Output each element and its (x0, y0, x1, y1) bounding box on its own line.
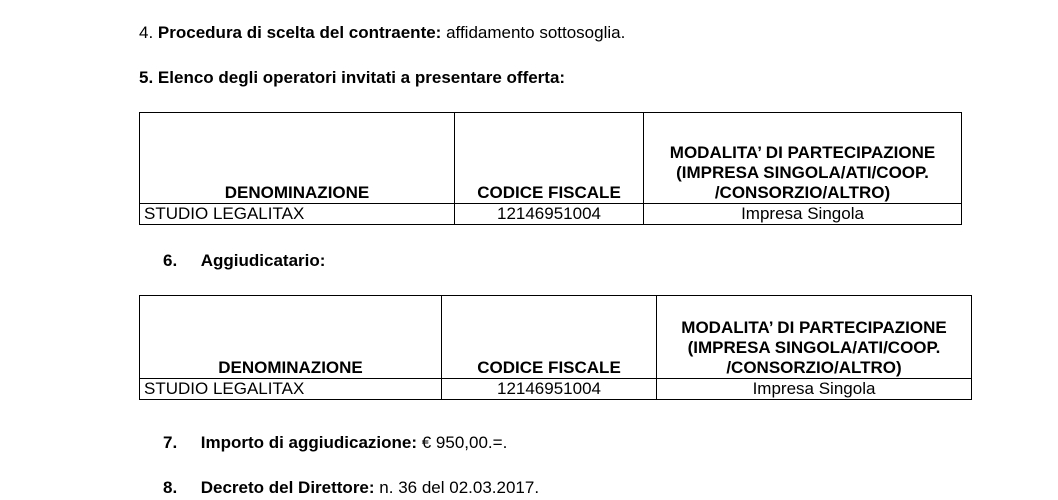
header-modalita: MODALITA’ DI PARTECIPAZIONE (IMPRESA SINGOLA/ATI/COOP. /CONSORZIO/ALTRO) (644, 113, 962, 204)
cell-modalita: Impresa Singola (644, 204, 962, 225)
cell-denominazione: STUDIO LEGALITAX (140, 379, 442, 400)
header-codice-fiscale: CODICE FISCALE (442, 296, 657, 379)
item-6-label: Aggiudicatario: (200, 251, 326, 270)
winner-table (139, 295, 972, 400)
item-7-number: 7. (163, 433, 178, 452)
header-codice-fiscale: CODICE FISCALE (455, 113, 644, 204)
header-denominazione: DENOMINAZIONE (140, 113, 455, 204)
table-header-row (140, 296, 972, 379)
item-5-label: Elenco degli operatori invitati a presentare offerta: (157, 68, 566, 87)
item-4 (139, 23, 625, 43)
table-row (140, 379, 972, 400)
item-6 (163, 251, 325, 271)
header-denominazione: DENOMINAZIONE (140, 296, 442, 379)
item-8-label: Decreto del Direttore: (200, 478, 375, 497)
item-4-label: Procedura di scelta del contraente: (157, 23, 442, 42)
item-8-value: n. 36 del 02.03.2017. (379, 478, 540, 497)
cell-codice-fiscale: 12146951004 (455, 204, 644, 225)
item-7-value: € 950,00.=. (421, 433, 508, 452)
item-4-value: affidamento sottosoglia. (446, 23, 626, 42)
item-7-label: Importo di aggiudicazione: (200, 433, 418, 452)
cell-denominazione: STUDIO LEGALITAX (140, 204, 455, 225)
header-modalita: MODALITA’ DI PARTECIPAZIONE (IMPRESA SINGOLA/ATI/COOP. /CONSORZIO/ALTRO) (657, 296, 972, 379)
table-row (140, 204, 962, 225)
item-4-number: 4. (139, 23, 154, 42)
item-8 (163, 478, 539, 498)
item-7 (163, 433, 507, 453)
item-5 (139, 68, 565, 88)
item-6-number: 6. (163, 251, 178, 270)
cell-modalita: Impresa Singola (657, 379, 972, 400)
cell-codice-fiscale: 12146951004 (442, 379, 657, 400)
invited-operators-table (139, 112, 962, 225)
table-header-row (140, 113, 962, 204)
item-5-number: 5. (139, 68, 154, 87)
item-8-number: 8. (163, 478, 178, 497)
